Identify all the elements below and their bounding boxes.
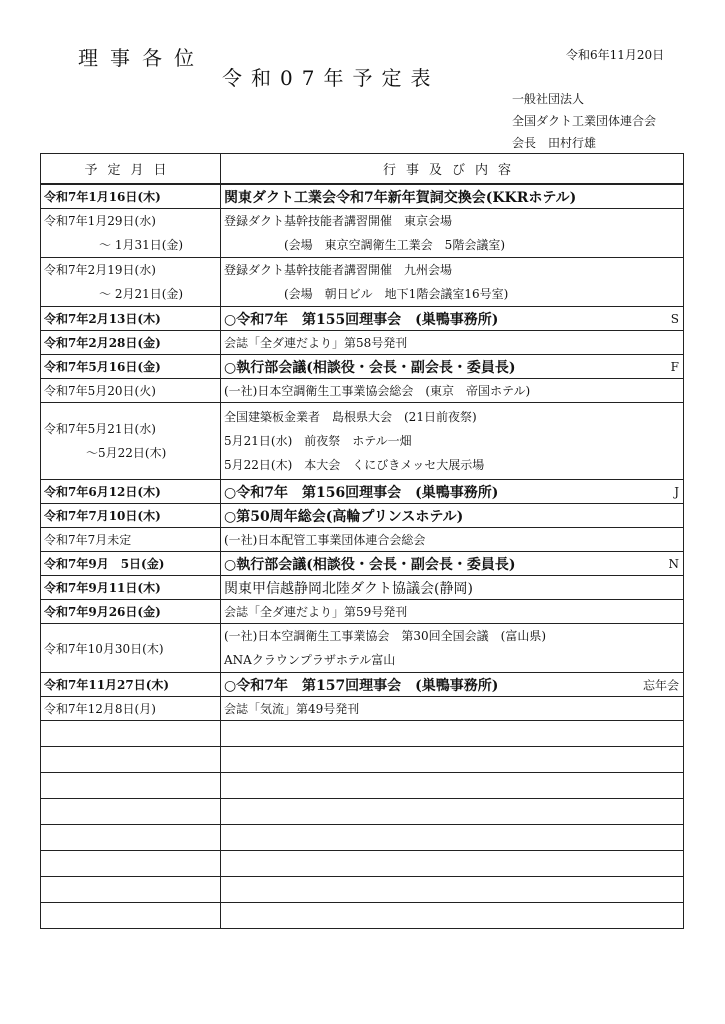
row-event: (一社)日本空調衛生工事業協会 第30回全国会議 (富山県) [224, 629, 546, 643]
empty-row [41, 903, 684, 929]
row-event: 関東甲信越静岡北陸ダクト協議会(静岡) [221, 576, 684, 600]
row-event-detail: 5月22日(木) 本大会 くにびきメッセ大展示場 [224, 458, 485, 472]
row-date: 令和7年5月21日(水) [44, 422, 156, 436]
table-row [41, 504, 684, 528]
empty-cell [221, 851, 684, 877]
row-event: ○執行部会議(相談役・会長・副会長・委員長) [224, 556, 516, 573]
row-event-cell [221, 480, 684, 504]
empty-cell [41, 851, 221, 877]
row-date: 令和7年6月12日(木) [41, 480, 221, 504]
row-date: 令和7年2月13日(木) [41, 307, 221, 331]
addressee: 理事各位 [78, 46, 206, 70]
row-event-detail: (会場 朝日ビル 地下1階会議室16号室) [284, 287, 509, 301]
row-event: (一社)日本配管工事業団体連合会総会 [221, 528, 684, 552]
row-date: 令和7年5月16日(金) [41, 355, 221, 379]
empty-row [41, 851, 684, 877]
row-date-end: ～ 2月21日(金) [99, 287, 184, 301]
row-date: 令和7年10月30日(木) [41, 624, 221, 673]
row-event-cell [221, 355, 684, 379]
row-event: ○執行部会議(相談役・会長・副会長・委員長) [224, 359, 516, 376]
row-event: 会誌「全ダ連だより」第58号発刊 [221, 331, 684, 355]
row-date: 令和7年9月26日(金) [41, 600, 221, 624]
empty-cell [221, 799, 684, 825]
row-date: 令和7年2月28日(金) [41, 331, 221, 355]
row-event: ○令和7年 第155回理事会 (巣鴨事務所) [224, 311, 499, 328]
row-date: 令和7年11月27日(木) [41, 673, 221, 697]
row-date: 令和7年9月 5日(金) [41, 552, 221, 576]
table-row [41, 528, 684, 552]
row-date: 令和7年12月8日(月) [41, 697, 221, 721]
empty-cell [41, 877, 221, 903]
row-event-cell [221, 624, 684, 673]
table-row [41, 331, 684, 355]
row-event-detail: (会場 東京空調衛生工業会 5階会議室) [284, 238, 505, 252]
row-event: ○令和7年 第156回理事会 (巣鴨事務所) [224, 484, 499, 501]
row-date: 令和7年5月20日(火) [41, 379, 221, 403]
table-row [41, 600, 684, 624]
table-row [41, 258, 684, 307]
empty-cell [221, 747, 684, 773]
row-date: 令和7年9月11日(木) [41, 576, 221, 600]
column-header-date: 予定月日 [41, 154, 221, 185]
empty-cell [221, 877, 684, 903]
row-event: ○令和7年 第157回理事会 (巣鴨事務所) [224, 677, 499, 694]
row-date: 令和7年7月10日(木) [41, 504, 221, 528]
document-title: 令和07年予定表 [222, 66, 440, 90]
row-event: 登録ダクト基幹技能者講習開催 九州会場 [224, 263, 453, 277]
row-date: 令和7年7月未定 [41, 528, 221, 552]
empty-cell [221, 825, 684, 851]
table-row [41, 184, 684, 209]
empty-row [41, 799, 684, 825]
row-mark: S [670, 311, 679, 326]
row-event-cell [221, 258, 684, 307]
table-row [41, 403, 684, 480]
row-event: ○第50周年総会(高輪プリンスホテル) [221, 504, 684, 528]
row-mark: J [674, 484, 679, 499]
table-row [41, 379, 684, 403]
row-date-end: ～5月22日(木) [86, 446, 167, 460]
row-event: 会誌「全ダ連だより」第59号発刊 [221, 600, 684, 624]
schedule-table [40, 153, 684, 929]
table-row [41, 552, 684, 576]
row-date-cell [41, 258, 221, 307]
empty-cell [41, 721, 221, 747]
row-date: 令和7年1月29日(水) [44, 214, 156, 228]
row-mark: N [668, 556, 679, 571]
empty-cell [41, 825, 221, 851]
table-row [41, 576, 684, 600]
row-event-cell [221, 552, 684, 576]
row-event-cell [221, 403, 684, 480]
empty-row [41, 773, 684, 799]
row-date-end: ～ 1月31日(金) [99, 238, 184, 252]
row-event-detail: ANAクラウンプラザホテル富山 [224, 653, 396, 667]
empty-cell [41, 799, 221, 825]
row-event-cell [221, 307, 684, 331]
row-mark: F [670, 359, 679, 374]
table-row [41, 624, 684, 673]
table-row [41, 307, 684, 331]
table-row [41, 209, 684, 258]
empty-row [41, 721, 684, 747]
empty-cell [221, 903, 684, 929]
table-row [41, 480, 684, 504]
row-event-detail: 5月21日(水) 前夜祭 ホテル一畑 [224, 434, 412, 448]
empty-cell [41, 747, 221, 773]
row-event: 全国建築板金業者 島根県大会 (21日前夜祭) [224, 410, 477, 424]
empty-cell [221, 721, 684, 747]
row-mark: 忘年会 [642, 678, 679, 692]
row-event: 関東ダクト工業会令和7年新年賀詞交換会(KKRホテル) [221, 184, 684, 209]
column-header-event: 行事及び内容 [221, 154, 684, 185]
table-row [41, 673, 684, 697]
row-event: (一社)日本空調衛生工事業協会総会 (東京 帝国ホテル) [221, 379, 684, 403]
row-date-cell [41, 209, 221, 258]
org-type: 一般社団法人 [512, 92, 585, 106]
row-event: 会誌「気流」第49号発刊 [221, 697, 684, 721]
empty-row [41, 825, 684, 851]
empty-row [41, 747, 684, 773]
row-event-cell [221, 209, 684, 258]
table-row [41, 697, 684, 721]
table-row [41, 355, 684, 379]
issue-date: 令和6年11月20日 [566, 48, 665, 62]
row-event: 登録ダクト基幹技能者講習開催 東京会場 [224, 214, 453, 228]
chairman: 会長 田村行雄 [512, 136, 597, 150]
empty-cell [41, 773, 221, 799]
row-date-cell [41, 403, 221, 480]
empty-cell [221, 773, 684, 799]
row-date: 令和7年1月16日(木) [41, 184, 221, 209]
row-date: 令和7年2月19日(水) [44, 263, 156, 277]
org-name: 全国ダクト工業団体連合会 [512, 114, 657, 128]
empty-cell [41, 903, 221, 929]
row-event-cell [221, 673, 684, 697]
empty-row [41, 877, 684, 903]
